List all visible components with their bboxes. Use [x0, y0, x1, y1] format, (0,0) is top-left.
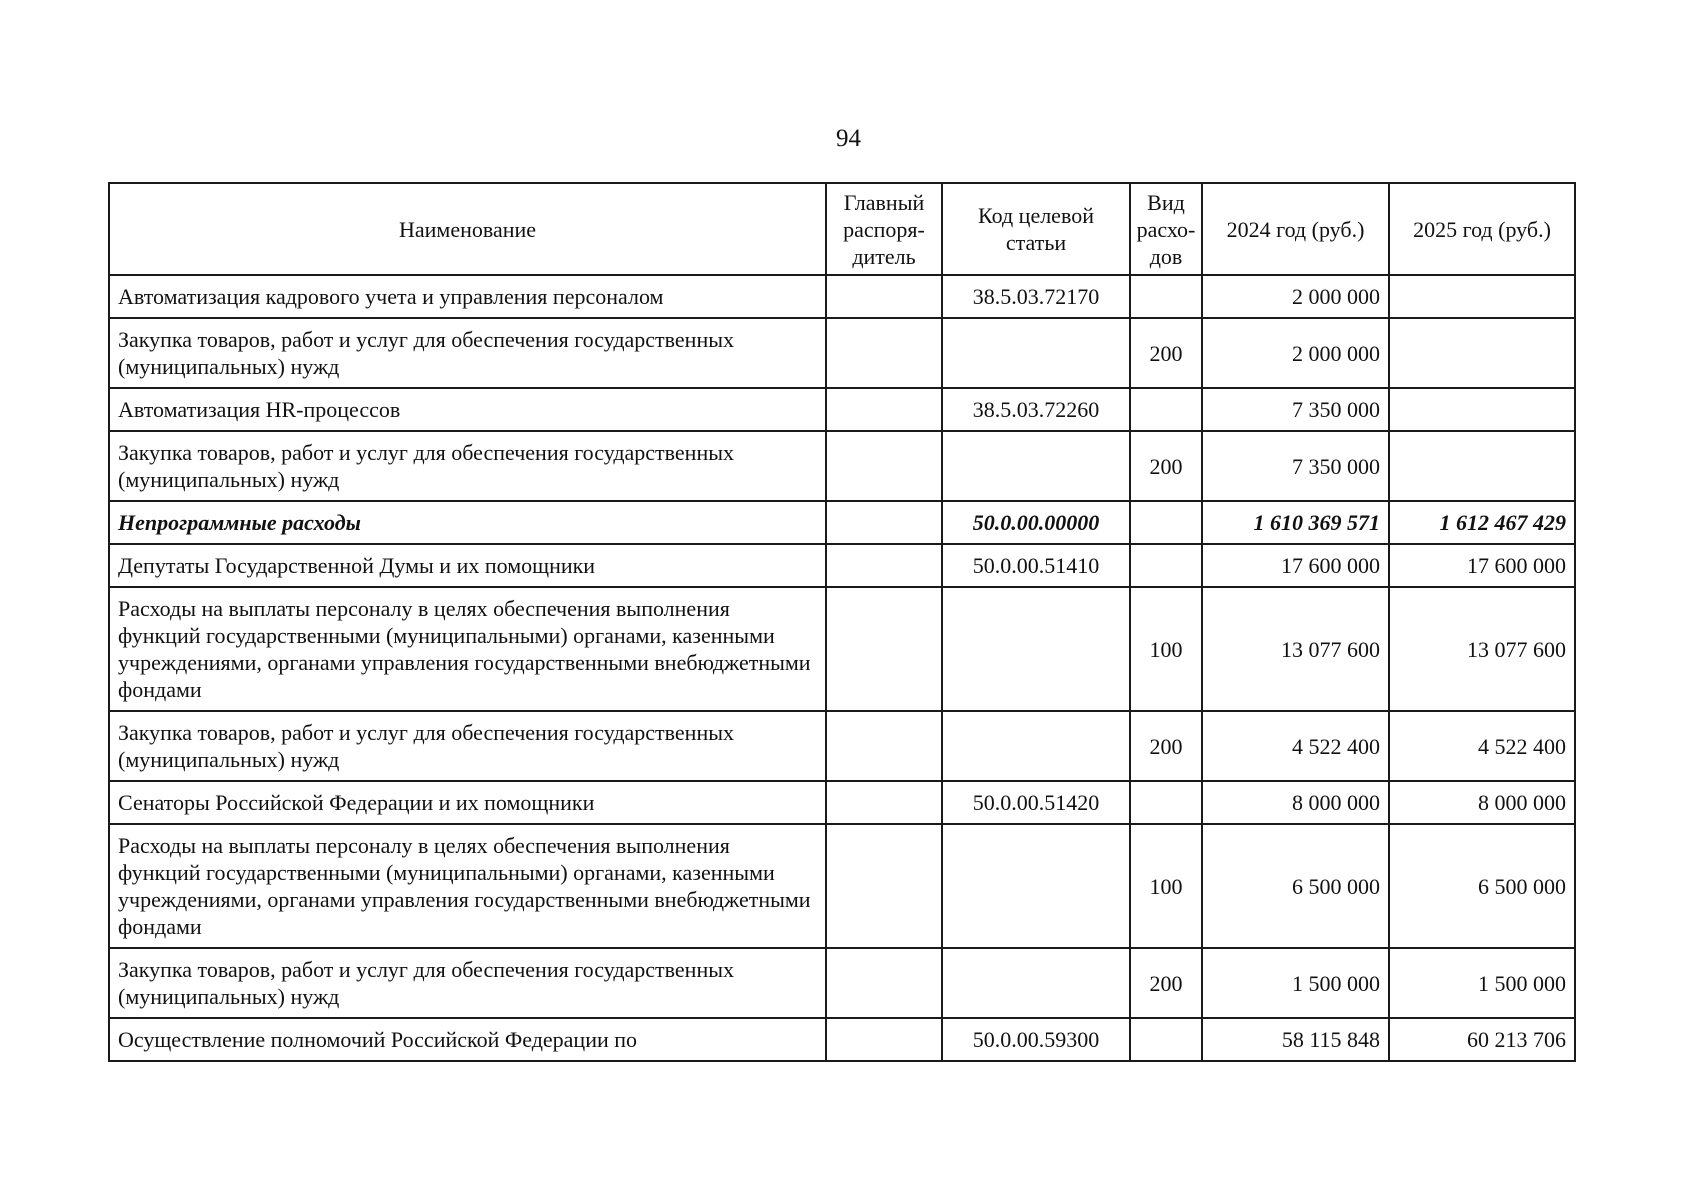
row-year-2024: 13 077 600 — [1202, 587, 1389, 711]
row-year-2024: 8 000 000 — [1202, 781, 1389, 824]
row-manager — [826, 781, 942, 824]
row-year-2024: 17 600 000 — [1202, 544, 1389, 587]
row-code — [942, 824, 1130, 948]
row-kind — [1130, 501, 1202, 544]
row-year-2024: 7 350 000 — [1202, 388, 1389, 431]
row-name: Закупка товаров, работ и услуг для обеспечения государственных (муниципальных) нужд — [109, 431, 826, 501]
row-code: 50.0.00.00000 — [942, 501, 1130, 544]
row-name: Автоматизация кадрового учета и управления персоналом — [109, 275, 826, 318]
table-row — [109, 587, 1575, 711]
row-code: 38.5.03.72170 — [942, 275, 1130, 318]
row-kind — [1130, 544, 1202, 587]
row-kind: 200 — [1130, 431, 1202, 501]
table-row — [109, 711, 1575, 781]
row-kind — [1130, 275, 1202, 318]
row-year-2024: 1 500 000 — [1202, 948, 1389, 1018]
header-manager: Главный распоря-дитель — [826, 183, 942, 275]
row-year-2025: 1 612 467 429 — [1389, 501, 1575, 544]
row-year-2024: 58 115 848 — [1202, 1018, 1389, 1061]
row-year-2025: 8 000 000 — [1389, 781, 1575, 824]
header-year-2024: 2024 год (руб.) — [1202, 183, 1389, 275]
row-year-2025: 17 600 000 — [1389, 544, 1575, 587]
table-row — [109, 948, 1575, 1018]
row-manager — [826, 431, 942, 501]
row-kind: 100 — [1130, 824, 1202, 948]
table-row — [109, 544, 1575, 587]
row-year-2025: 1 500 000 — [1389, 948, 1575, 1018]
row-code: 50.0.00.51410 — [942, 544, 1130, 587]
row-manager — [826, 388, 942, 431]
row-kind: 100 — [1130, 587, 1202, 711]
row-manager — [826, 711, 942, 781]
row-kind — [1130, 1018, 1202, 1061]
row-manager — [826, 544, 942, 587]
budget-table — [108, 182, 1576, 1062]
row-manager — [826, 501, 942, 544]
header-name: Наименование — [109, 183, 826, 275]
row-year-2025 — [1389, 318, 1575, 388]
row-manager — [826, 824, 942, 948]
row-year-2025 — [1389, 431, 1575, 501]
row-code: 50.0.00.59300 — [942, 1018, 1130, 1061]
row-kind — [1130, 388, 1202, 431]
row-manager — [826, 1018, 942, 1061]
row-year-2025 — [1389, 275, 1575, 318]
row-name: Осуществление полномочий Российской Федерации по — [109, 1018, 826, 1061]
row-manager — [826, 275, 942, 318]
row-code — [942, 948, 1130, 1018]
row-name: Закупка товаров, работ и услуг для обеспечения государственных (муниципальных) нужд — [109, 711, 826, 781]
row-year-2024: 2 000 000 — [1202, 275, 1389, 318]
row-name: Расходы на выплаты персоналу в целях обеспечения выполнения функций государственными (муниципальными) органами, казенными учреждениями, органами управления государственными внебюджетными фондами — [109, 824, 826, 948]
row-year-2025: 6 500 000 — [1389, 824, 1575, 948]
row-name: Сенаторы Российской Федерации и их помощники — [109, 781, 826, 824]
table-row — [109, 781, 1575, 824]
table-row-section-total — [109, 501, 1575, 544]
table-row — [109, 1018, 1575, 1061]
row-manager — [826, 318, 942, 388]
row-code — [942, 318, 1130, 388]
table-header-row — [109, 183, 1575, 275]
row-kind — [1130, 781, 1202, 824]
header-kind: Вид расхо-дов — [1130, 183, 1202, 275]
row-name: Закупка товаров, работ и услуг для обеспечения государственных (муниципальных) нужд — [109, 318, 826, 388]
row-kind: 200 — [1130, 318, 1202, 388]
table-row — [109, 388, 1575, 431]
table-row — [109, 824, 1575, 948]
table-row — [109, 318, 1575, 388]
header-code: Код целевой статьи — [942, 183, 1130, 275]
row-year-2024: 1 610 369 571 — [1202, 501, 1389, 544]
table-row — [109, 275, 1575, 318]
row-code: 50.0.00.51420 — [942, 781, 1130, 824]
row-kind: 200 — [1130, 948, 1202, 1018]
row-year-2024: 7 350 000 — [1202, 431, 1389, 501]
row-name: Расходы на выплаты персоналу в целях обеспечения выполнения функций государственными (муниципальными) органами, казенными учреждениями, органами управления государственными внебюджетными фондами — [109, 587, 826, 711]
row-kind: 200 — [1130, 711, 1202, 781]
row-name: Закупка товаров, работ и услуг для обеспечения государственных (муниципальных) нужд — [109, 948, 826, 1018]
row-code — [942, 711, 1130, 781]
row-manager — [826, 948, 942, 1018]
header-year-2025: 2025 год (руб.) — [1389, 183, 1575, 275]
row-code — [942, 431, 1130, 501]
row-code — [942, 587, 1130, 711]
row-name: Депутаты Государственной Думы и их помощники — [109, 544, 826, 587]
row-year-2024: 2 000 000 — [1202, 318, 1389, 388]
page-number: 94 — [836, 125, 861, 152]
row-year-2025: 60 213 706 — [1389, 1018, 1575, 1061]
row-year-2025: 13 077 600 — [1389, 587, 1575, 711]
row-year-2025: 4 522 400 — [1389, 711, 1575, 781]
row-manager — [826, 587, 942, 711]
row-year-2024: 6 500 000 — [1202, 824, 1389, 948]
row-name: Автоматизация HR-процессов — [109, 388, 826, 431]
row-code: 38.5.03.72260 — [942, 388, 1130, 431]
row-year-2025 — [1389, 388, 1575, 431]
row-name: Непрограммные расходы — [109, 501, 826, 544]
table-row — [109, 431, 1575, 501]
row-year-2024: 4 522 400 — [1202, 711, 1389, 781]
